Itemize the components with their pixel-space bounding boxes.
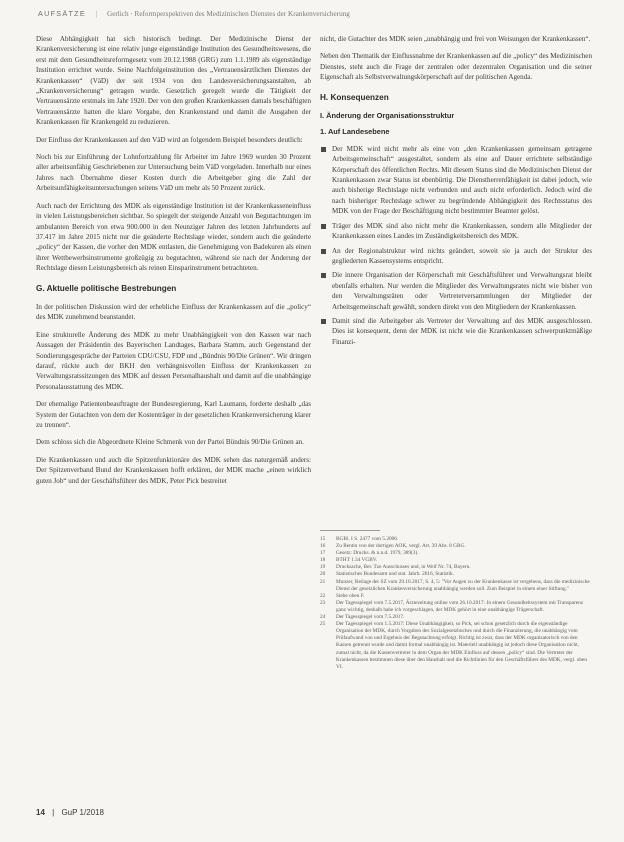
body-paragraph: Der ehemalige Patientenbeauftragte der Bundesregierung, Karl Laumann, forderte deshalb „das System der Gutachten von dem der Kostenträger in der gesetzlichen Krankenversicherung klarer zu trennen“. [36,400,311,429]
consequences-list [320,144,592,347]
body-paragraph: Die Krankenkassen und auch die Spitzenfunktionäre des MDK sehen das naturgemäß anders: Der Spitzenverband Bund der Krankenkassen hofft erklären, der MDK mache „einen wirklich guten Job“ und der Geschäftsführer des MDK, Peter Pick bestreitet [36,455,311,485]
list-item: An der Regionalstruktur wird nichts geändert, soweit sie ja auch der Struktur des gegliederten Kassensystems entspricht. [320,246,592,267]
subsection-heading-landesebene: 1. Auf Landesebene [320,127,390,137]
footnote-number: 25 [320,621,326,628]
body-paragraph: In der politischen Diskussion wird der erhebliche Einfluss der Krankenkassen auf die „policy“ des MDK zunehmend beanstandet. [36,302,311,322]
left-column [36,34,311,493]
footnote-text: BTHT 1.34 VGBV. [336,557,378,564]
footnote-text: Der Tagesspiegel vom 1.5.2017: Diese Unabhängigkeit, so Pick, sei schon gesetzlich durch die eigenständige Organisation der MDK, durch Vorgaben des Sozialgesetzbuches und durch die Finanzierung, die unabhängig vom Prüfaufwand von und Ergebnis der Begutachtung erfolgt. Richtig ist zwar, dass der MDK organisatorisch von den Kassen getrennt wurde und damit formal unabhängig ist. Materiell unabhängig ist jedoch diese Organisation nicht, zumal nicht, da die Kassenvertreter in dem Organ der MDK Einfluss auf dessen „policy“ sind. Die Vertreter der Krankenkassen bestimmen diese über den Haushalt und die Richtlinien für den Geschäftsführer des MDK, vergl. oben VI. [336,621,587,670]
footnote-text: Gesetz: Drucks. & n.n.d. 1979, 389(3). [336,550,419,557]
body-paragraph: Der Einfluss der Krankenkassen auf den VäD wird an folgendem Beispiel besonders deutlich: [36,135,303,144]
footnote-text: Drucksache, Ber. Tze Ausschusses und, in Weif Nr. 74, Bayern. [336,564,471,571]
footnote-number: 24 [320,614,326,621]
header-article-title: Gerlich · Reformperspektiven des Medizinischen Dienstes der Krankenversicherung [107,10,350,18]
footnote-text: Statistisches Bundesamt und stat. Jahrb. 2016, Statistik. [336,571,454,578]
body-paragraph: nicht, die Gutachter des MDK seien „unabhängig und frei von Weisungen der Krankenkassen“. [320,35,591,43]
footnote [320,550,592,557]
footnote [320,579,592,593]
footnote-number: 18 [320,557,326,564]
body-paragraph: Eine strukturelle Änderung des MDK zu mehr Unabhängigkeit von den Kassen war nach Aussagen der Präsidentin des Bayerischen Landtages, Barbara Stamm, auch Gegenstand der Sondierungsgespräche der Parteien CDU/CSU, FDP und „Bündnis 90/Die Grünen“. Wir dringen darauf, rückte auch der BKH den verhängnisvollen Einfluss der Krankenkassen zu Verwaltungsratssitzungen des MDK auf dessen Personalhaushalt und damit auf die unabhängige Personalausstattung des MDK. [36,330,311,391]
page-number: 14 [36,808,45,817]
body-paragraph: Dem schloss sich die Abgeordnete Kleine Schmenk von der Partei Bündnis 90/Die Grünen an. [36,438,304,447]
footnote [320,571,592,578]
page-footer [36,808,104,817]
right-column [320,34,592,351]
footnotes [320,536,592,671]
footnote-divider [320,530,380,531]
footnote [320,600,592,614]
body-paragraph: Neben den Thematik der Einflussnahme der Krankenkassen auf die „policy“ des Medizinischen Dienstes, steht auch die Frage der zentralen oder dezentralen Organisation und die seiner Eigenschaft als Selbstverwaltungskörperschaft auf der politischen Agenda. [320,52,592,82]
footnote-text: Siehe oben F. [336,592,365,599]
list-item: Damit sind die Arbeitgeber als Vertreter der Verwaltung auf des MDK ausgeschlossen. Dies ist konsequent, denn der MDK ist nicht wie die Krankenkassen schwerpunktmäßige Finanzi- [320,316,592,347]
footnote [320,564,592,571]
footnote-number: 19 [320,564,326,571]
subsection-heading-organisation: I. Änderung der Organisationsstruktur [320,111,455,121]
footnote-number: 16 [320,543,326,550]
body-paragraph: Noch bis zur Einführung der Lohnfortzahlung für Arbeiter im Jahre 1969 wurden 30 Prozent aller arbeitsunfähig Geschriebenen zur Untersuchung beim VäD vorgeladen. Innerhalb nur eines Jahres nach Übernahme dieser Kosten durch die Arbeitgeber ging die Zahl der Arbeitsunfähigkeitsuntersuchungen seitens VäD um mehr als 50 Prozent zurück. [36,153,311,193]
footnote-text: Der Tagesspiegel vom 7.5.2017. [336,614,405,621]
header-separator: | [95,10,98,18]
journal-issue: GuP 1/2018 [61,808,105,817]
footnote [320,614,592,621]
footnote-number: 22 [320,592,326,599]
body-paragraph: Diese Abhängigkeit hat sich historisch bedingt. Der Medizinische Dienst der Krankenversicherung ist eine relativ junge eigenständige Institution des Gesundheitswesens, die erst mit dem Gesundheitsreformgesetz vom 20.12.1988 (GRG) zum 1.1.1989 als eigenständige Institution errichtet wurde. Seine Nachfolgeinstitution des „Vertrauensärztlichen Dienstes der Krankenkassen“ (VäD) der seit 1934 von den Landesversicherungsanstalten, ab „Krankenversicherung“ getragen wurde. Gesetzlich geregelt wurde die Tätigkeit der Vertrauensärzte erstmals im Jahr 1920. Der von den großen Krankenkassen damals beschäftigten Vertrauensärzte hatten die klare Vorgabe, den Krankenstand und damit die Ausgaben der Krankenkassen für Krankengeld zu reduzieren. [36,35,311,127]
footnote-text: Munzer, Beilage der SZ vom 29.10.2017, S. 4, 5: "Vor Augen zu der Krankenkasse ist vergebens, dass die medizinische Dienst der gesetzlichen Krankenversicherung unabhängig werden soll. Zum Beispiel in einem einer Stiftung." [336,578,590,592]
list-item: Der MDK wird nicht mehr als eine von „den Krankenkassen gemeinsam getragene Arbeitsgemeinschaft“ ausgestaltet, sondern als eine auf Dauer errichtete selbständige Körperschaft des öffentlichen Rechts. Mit diesem Status sind die Medizinischen Dienst der Krankenkassen zwar Status ist ebenbürtig. Die Dienstherrenfähigkeit ist dabei jedoch, wie auch bisherige Rechtslage nicht verbunden und auch nicht erforderlich. Jedoch wird die nach bisheriger Rechtslage schwer zu begründende Abhängigkeit des Rechtsstatus des MDK von der Frage der Beschäftigung nicht bestimmter Beamter gelöst. [320,144,592,217]
footnote-number: 23 [320,599,326,606]
footnote-text: Zu Rentin von der dortigen AOK, vergl. Art. 39 Abs. 8 GRG. [336,543,466,550]
running-header [38,9,598,27]
section-heading-g: G. Aktuelle politische Bestrebungen [36,283,177,293]
footnote-number: 20 [320,571,326,578]
section-heading-h: H. Konsequenzen [320,92,389,102]
header-section-label: AUFSÄTZE [38,9,86,18]
footnote-text: BGBl. I S. 2477 vom 5.2006. [336,536,399,542]
list-item: Träger des MDK sind also nicht mehr die Krankenkassen, sondern alle Mitglieder der Krankenkassen eines Landes im Zuständigkeitsbereich des MDK. [320,221,592,242]
footnote-number: 21 [320,578,326,585]
footnote [320,621,592,671]
footnote [320,593,592,600]
footer-separator: | [52,808,55,817]
body-paragraph: Auch nach der Errichtung des MDK als eigenständige Institution ist der Krankenkasseneinfluss in vielen Leistungsbereichen sichtbar. So spiegelt der steigende Anzahl von Begutachtungen im ambulanten Bereich von etwa 900.000 in den Neunziger Jahren des letzten Jahrhunderts auf 37.417 im Jahre 2015 nicht nur die geänderte Rechtslage wieder, sondern auch die geänderte „policy“ der Kassen, die vorher den MDK entlasten, die Genehmigung von Badekuren als einen ihrer Wettbewerbsinstrumente großzügig zu begutachten, während sie nach der Änderung der Rechtslage diesen Leistungsbereich als reinen Einsparinstrument betrachteten. [36,201,311,273]
footnote-number: 17 [320,550,326,557]
footnote-text: Der Tagesspiegel vom 7.5.2017, Ärztezeitung online vom 26.10.2017: Jn einem Gesundheitssystem mit Transparenz ganz wichtig, deshalb habe ich vorgeschlagen, der MDK gehört in eine unabhängige Trägerschaft. [336,599,584,613]
footnote [320,536,592,543]
list-item: Die innere Organisation der Körperschaft mit Geschäftsführer und Verwaltungsrat bleibt ebenfalls erhalten. Nur werden die Mitglieder des Verwaltungsrates nicht wie bisher von den Verwaltungsräten oder Vertreterversammlungen der Mitglieder der Arbeitsgemeinschaft gewählt, sondern direkt von den Mitgliedern der Krankenkassen. [320,270,592,312]
footnote-number: 15 [320,536,326,542]
